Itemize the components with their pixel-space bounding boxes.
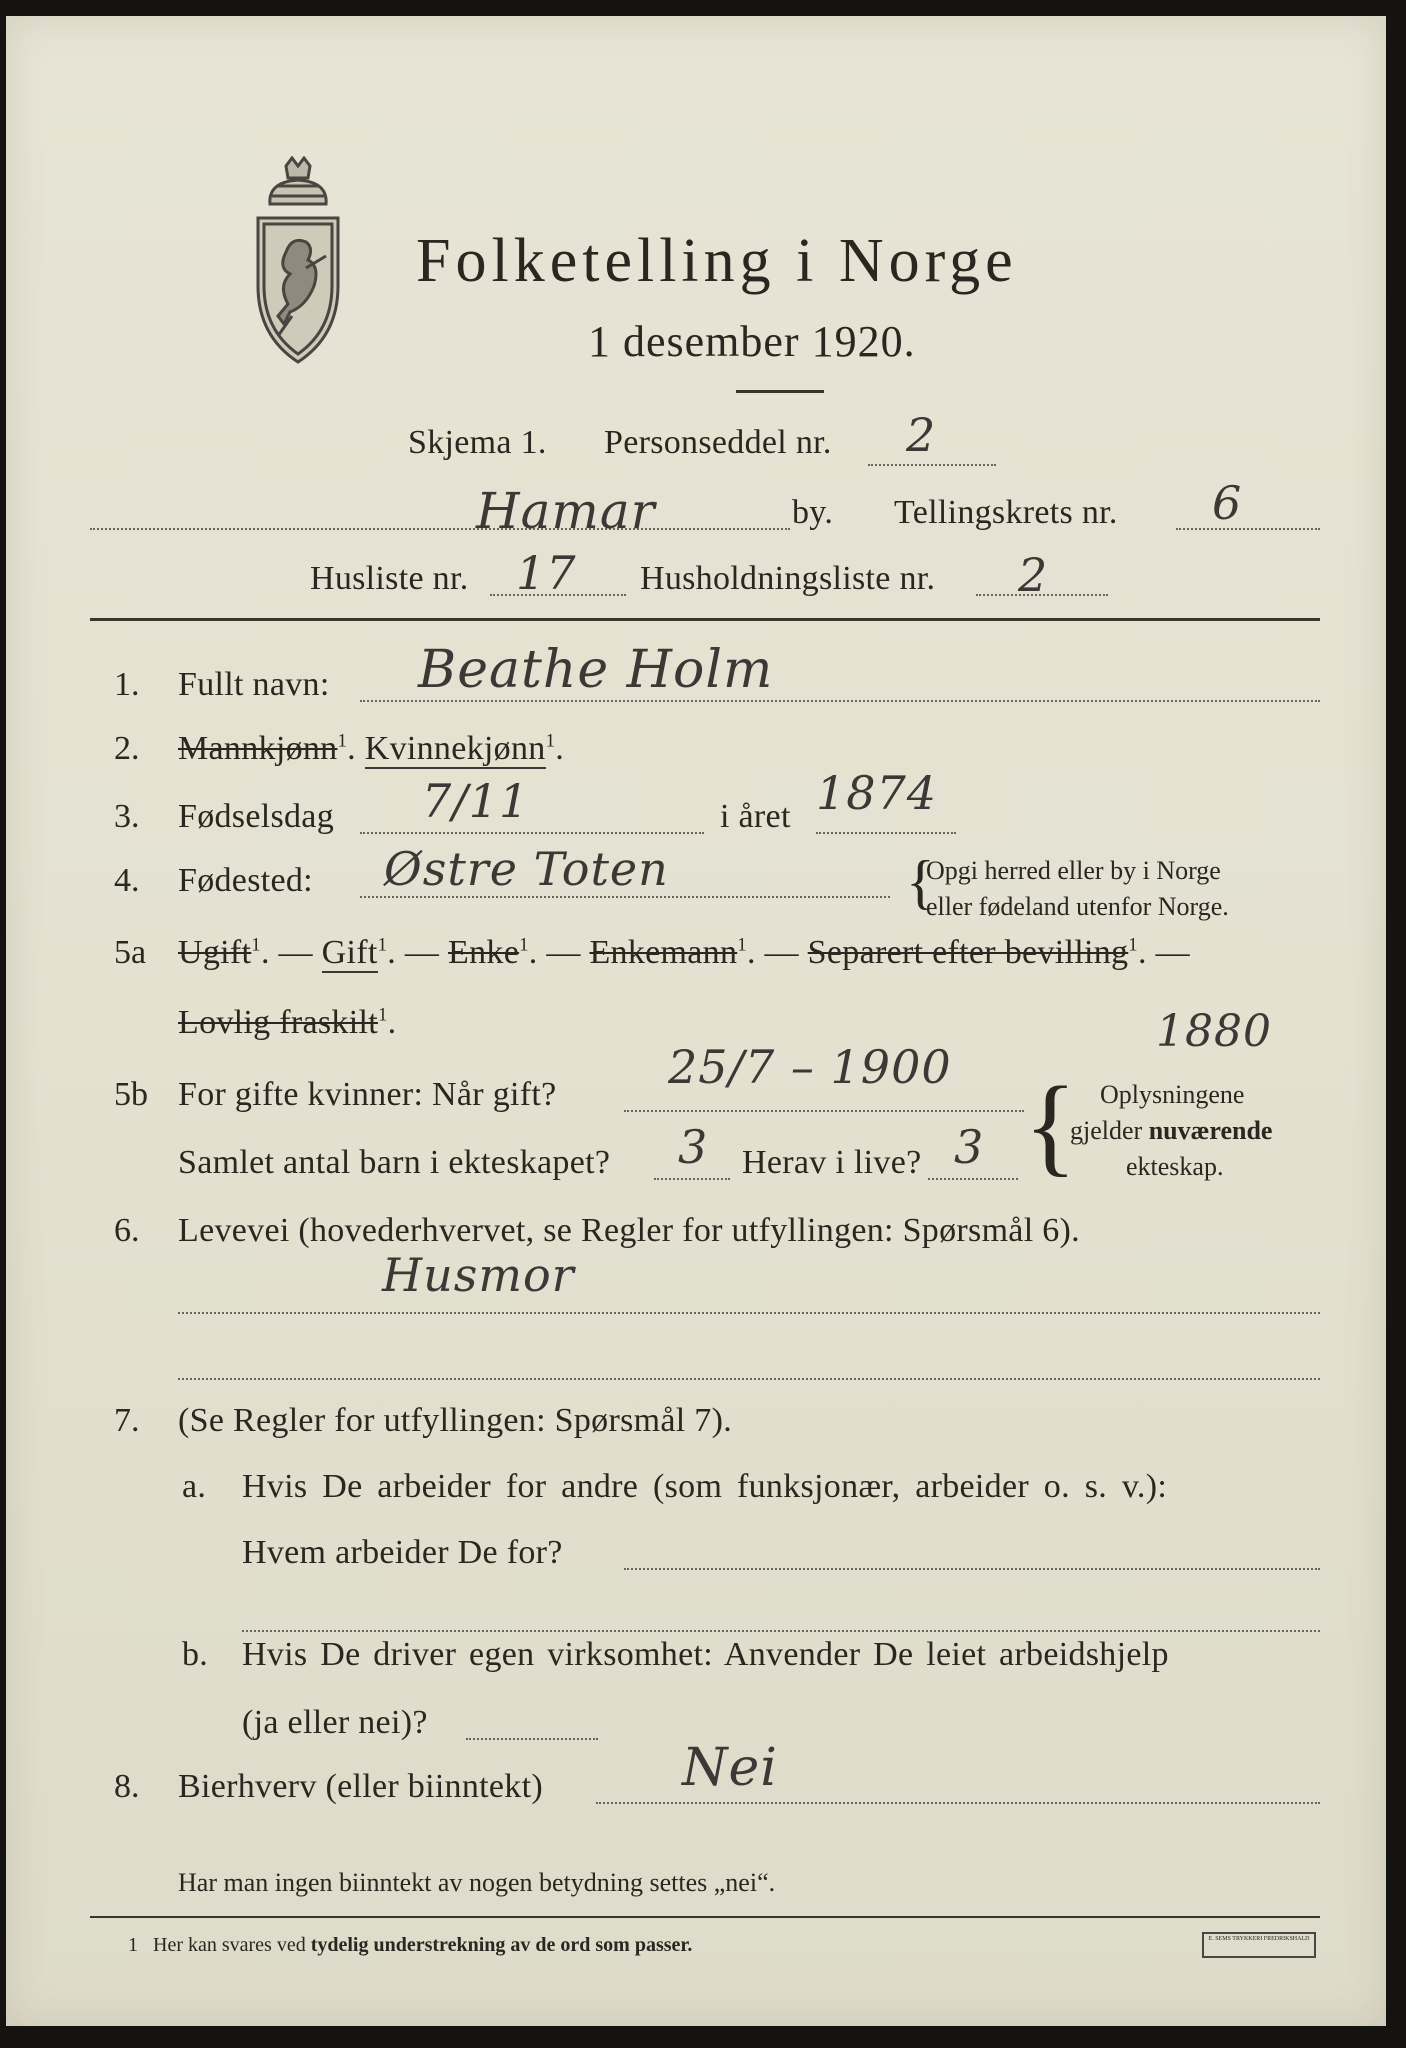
personseddel-line [868, 464, 996, 466]
q5b-alive-value[interactable]: 3 [954, 1120, 985, 1174]
q7-number: 7. [114, 1402, 140, 1439]
q3-year-value[interactable]: 1874 [816, 766, 938, 820]
q5b-label2: Samlet antal barn i ekteskapet? [178, 1144, 611, 1181]
option-ugift[interactable]: Ugift [178, 934, 252, 971]
q4-note-line2: eller fødeland utenfor Norge. [926, 892, 1229, 921]
tellingskrets-value[interactable]: 6 [1212, 476, 1243, 530]
q5b-label1: For gifte kvinner: Når gift? [178, 1076, 557, 1113]
q1-label: Fullt navn: [178, 666, 330, 703]
q5b-label3: Herav i live? [742, 1144, 922, 1181]
separator: — [1155, 934, 1190, 971]
skjema-label: Skjema 1. [408, 424, 547, 461]
q2-options: Mannkjønn$^1$. Kvinnekjønn$^1$. [178, 730, 565, 767]
q1-line [360, 700, 1320, 702]
q7a-line2[interactable] [242, 1630, 1320, 1632]
q5a-number: 5a [114, 934, 147, 971]
printer-stamp: E. SEMS TRYKKERI FREDRIKSHALD [1202, 1932, 1316, 1958]
option-gift[interactable]: Gift [321, 934, 378, 971]
q4-label: Fødested: [178, 862, 313, 899]
footnote [128, 1934, 692, 1957]
q5b-margin-value: 1880 [1156, 1006, 1272, 1057]
footnote-mark: 1 [545, 730, 556, 752]
tellingskrets-label: Tellingskrets nr. [894, 494, 1118, 531]
tellingskrets-line [1176, 528, 1320, 530]
q5b-note-line3: ekteskap. [1126, 1152, 1224, 1181]
q6-value[interactable]: Husmor [382, 1248, 575, 1302]
town-line [90, 528, 790, 530]
q4-line [360, 896, 890, 898]
q5b-note-line2 [1070, 1116, 1272, 1146]
census-date: 1 desember 1920. [588, 317, 916, 366]
q7a-letter: a. [182, 1468, 207, 1505]
separator: — [764, 934, 799, 971]
q3-day-line [360, 832, 704, 834]
q6-number: 6. [114, 1212, 140, 1249]
q3-year-label: i året [720, 798, 791, 835]
q3-day-value[interactable]: 7/11 [422, 774, 530, 828]
q8-line [596, 1802, 1320, 1804]
q5a-options: Ugift$^1$. — Gift$^1$. — Enke$^1$. — Enkemann$^1$. — Separert efter bevilling$^1$. — [178, 934, 1190, 971]
q4-number: 4. [114, 862, 140, 899]
separator: — [546, 934, 581, 971]
q5b-alive-line [928, 1178, 1018, 1180]
q7b-letter: b. [182, 1636, 209, 1673]
q8-label: Bierhverv (eller biinntekt) [178, 1768, 543, 1805]
personseddel-label: Personseddel nr. [604, 424, 832, 461]
q3-label: Fødselsdag [178, 798, 334, 835]
q4-note-line1: Opgi herred eller by i Norge [926, 856, 1221, 885]
q7a-line1[interactable] [624, 1568, 1320, 1570]
footnote-emphasis: tydelig understrekning av de ord som passer. [310, 1934, 693, 1956]
footer-rule [90, 1916, 1320, 1918]
q3-number: 3. [114, 798, 140, 835]
q1-value[interactable]: Beathe Holm [418, 640, 774, 700]
option-enke[interactable]: Enke [448, 934, 520, 971]
census-form [6, 16, 1386, 2026]
q4-brace: { [906, 849, 935, 915]
q7b-text: Hvis De driver egen virksomhet: Anvender De leiet arbeidshjelp [242, 1636, 1169, 1673]
q7-label: (Se Regler for utfyllingen: Spørsmål 7). [178, 1402, 733, 1439]
q6-line2 [178, 1378, 1320, 1380]
q7b-question: (ja eller nei)? [242, 1704, 428, 1741]
q7a-text: Hvis De arbeider for andre (som funksjonær, arbeider o. s. v.): [242, 1468, 1168, 1505]
husliste-label: Husliste nr. [310, 560, 469, 597]
q4-value[interactable]: Østre Toten [384, 842, 669, 896]
q5b-married-line [624, 1110, 1024, 1112]
q5b-number: 5b [114, 1076, 148, 1113]
page-title: Folketelling i Norge [416, 227, 1018, 295]
q2-number: 2. [114, 730, 140, 767]
separator: — [404, 934, 440, 971]
husholdning-label: Husholdningsliste nr. [640, 560, 936, 597]
q5b-children-value[interactable]: 3 [678, 1120, 709, 1174]
footer-note: Har man ingen biinntekt av nogen betydning settes „nei“. [178, 1868, 776, 1897]
personseddel-value[interactable]: 2 [906, 408, 937, 462]
option-enkemann[interactable]: Enkemann [589, 934, 738, 971]
q5b-married-value[interactable]: 25/7 – 1900 [668, 1040, 952, 1094]
title-divider [736, 390, 824, 393]
husholdning-value[interactable]: 2 [1018, 548, 1049, 602]
option-fraskilt[interactable]: Lovlig fraskilt [178, 1004, 378, 1041]
q5b-brace: { [1024, 1064, 1077, 1186]
q5a-options-cont: Lovlig fraskilt$^1$. [178, 1004, 397, 1041]
footnote-text: Her kan svares ved [153, 1934, 306, 1956]
q5b-note-line1: Oplysningene [1100, 1080, 1245, 1109]
coat-of-arms-icon [248, 156, 348, 366]
q8-value[interactable]: Nei [682, 1738, 778, 1798]
q8-number: 8. [114, 1768, 140, 1805]
option-kvinnekjonn[interactable]: Kvinnekjønn [364, 730, 546, 767]
q5b-note-gjelder: gjelder [1070, 1116, 1143, 1145]
option-mannkjonn[interactable]: Mannkjønn [178, 730, 338, 767]
option-separert[interactable]: Separert efter bevilling [807, 934, 1129, 971]
q7a-question: Hvem arbeider De for? [242, 1534, 563, 1571]
q6-label: Levevei (hovederhvervet, se Regler for utfyllingen: Spørsmål 6). [178, 1212, 1080, 1249]
footnote-number: 1 [128, 1934, 138, 1956]
q5b-children-line [654, 1178, 730, 1180]
q3-year-line [816, 832, 956, 834]
q5b-note-nuvaerende: nuværende [1148, 1116, 1273, 1145]
q7b-line[interactable] [466, 1738, 598, 1740]
footnote-mark: 1 [337, 730, 348, 752]
q1-number: 1. [114, 666, 140, 703]
town-value[interactable]: Hamar [476, 482, 656, 540]
by-label: by. [792, 494, 834, 531]
header-rule [90, 618, 1320, 621]
q6-line1 [178, 1312, 1320, 1314]
separator: — [278, 934, 313, 971]
husliste-value[interactable]: 17 [516, 546, 577, 600]
